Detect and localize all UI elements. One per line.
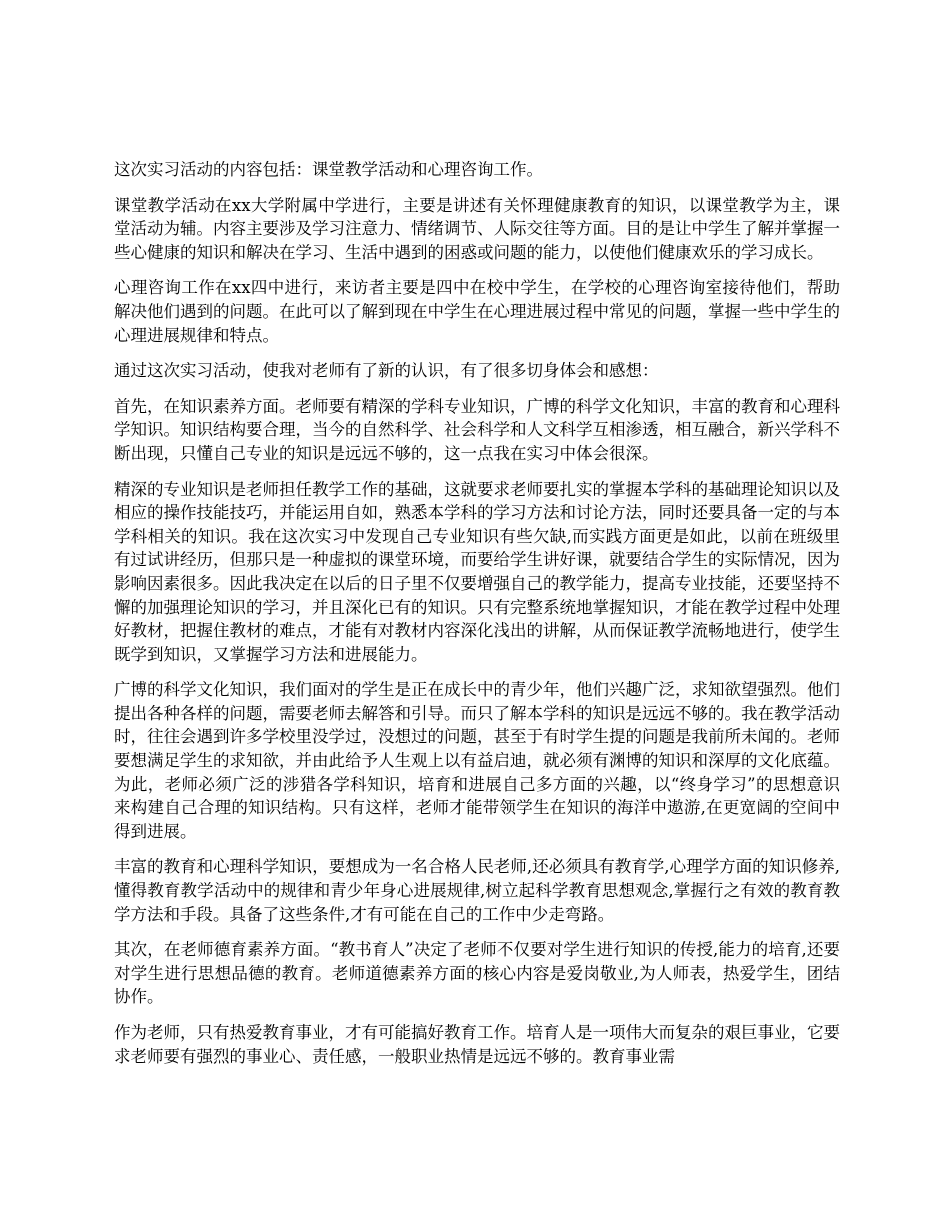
paragraph-moral: 其次，在老师德育素养方面。“教书育人”决定了老师不仅要对学生进行知识的传授,能力的培育,还要对学生进行思想品德的教育。老师道德素养方面的核心内容是爱岗敬业,为人师表，热爱学生，团结协作。	[114, 940, 840, 1007]
paragraph-reflection: 通过这次实习活动，使我对老师有了新的认识，有了很多切身体会和感想：	[114, 361, 659, 381]
paragraph-specialty: 精深的专业知识是老师担任教学工作的基础，这就要求老师要扎实的掌握本学科的基础理论知识以及相应的操作技能技巧，并能运用自如，熟悉本学科的学习方法和讨论方法，同时还要具备一定的与本学科相关的知识。我在这次实习中发现自己专业知识有些欠缺,而实践方面更是如此，以前在班级里有过试讲经历，但那只是一种虚拟的课堂环境，而要给学生讲好课，就要结合学生的实际情况，因为影响因素很多。因此我决定在以后的日子里不仅要增强自己的教学能力，提高专业技能，还要坚持不懈的加强理论知识的学习，并且深化已有的知识。只有完整系统地掌握知识，才能在教学过程中处理好教材，把握住教材的难点，才能有对教材内容深化浅出的讲解，从而保证教学流畅地进行，使学生既学到知识，又掌握学习方法和进展能力。	[114, 479, 840, 664]
paragraph-intro: 这次实习活动的内容包括：课堂教学活动和心理咨询工作。	[114, 160, 543, 179]
paragraph-broad-knowledge: 广博的科学文化知识，我们面对的学生是正在成长中的青少年，他们兴趣广泛，求知欲望强烈。他们提出各种各样的问题，需要老师去解答和引导。而只了解本学科的知识是远远不够的。我在教学活动时，往往会遇到许多学校里没学过，没想过的问题，甚至于有时学生提的问题是我前所未闻的。老师要想满足学生的求知欲，并由此给予人生观上以有益启迪，就必须有渊博的知识和深厚的文化底蕴。为此，老师必须广泛的涉猎各学科知识，培育和进展自己多方面的兴趣，以“终身学习”的思想意识来构建自己合理的知识结构。只有这样，老师才能带领学生在知识的海洋中遨游,在更宽阔的空间中得到进展。	[114, 680, 840, 841]
paragraph-dedication: 作为老师，只有热爱教育事业，才有可能搞好教育工作。培育人是一项伟大而复杂的艰巨事业，它要求老师要有强烈的事业心、责任感，一般职业热情是远远不够的。教育事业需	[114, 1023, 840, 1066]
paragraph-knowledge: 首先，在知识素养方面。老师要有精深的学科专业知识，广博的科学文化知识，丰富的教育和心理科学知识。知识结构要合理，当今的自然科学、社会科学和人文科学互相渗透，相互融合，新兴学科不断出现，只懂自己专业的知识是远远不够的，这一点我在实习中体会很深。	[114, 396, 840, 463]
paragraph-classroom: 课堂教学活动在xx大学附属中学进行，主要是讲述有关怀理健康教育的知识，以课堂教学为主，课堂活动为辅。内容主要涉及学习注意力、情绪调节、人际交往等方面。目的是让中学生了解并掌握一些心健康的知识和解决在学习、生活中遇到的困惑或问题的能力，以使他们健康欢乐的学习成长。	[114, 195, 840, 262]
paragraph-psychology: 丰富的教育和心理科学知识，要想成为一名合格人民老师,还必须具有教育学,心理学方面的知识修养,懂得教育教学活动中的规律和青少年身心进展规律,树立起科学教育思想观念,掌握行之有效的教育教学方法和手段。具备了这些条件,才有可能在自己的工作中少走弯路。	[114, 857, 840, 924]
document-body	[114, 158, 840, 1080]
paragraph-counseling: 心理咨询工作在xx四中进行，来访者主要是四中在校中学生，在学校的心理咨询室接待他们，帮助解决他们遇到的问题。在此可以了解到现在中学生在心理进展过程中常见的问题，掌握一些中学生的心理进展规律和特点。	[114, 278, 840, 345]
